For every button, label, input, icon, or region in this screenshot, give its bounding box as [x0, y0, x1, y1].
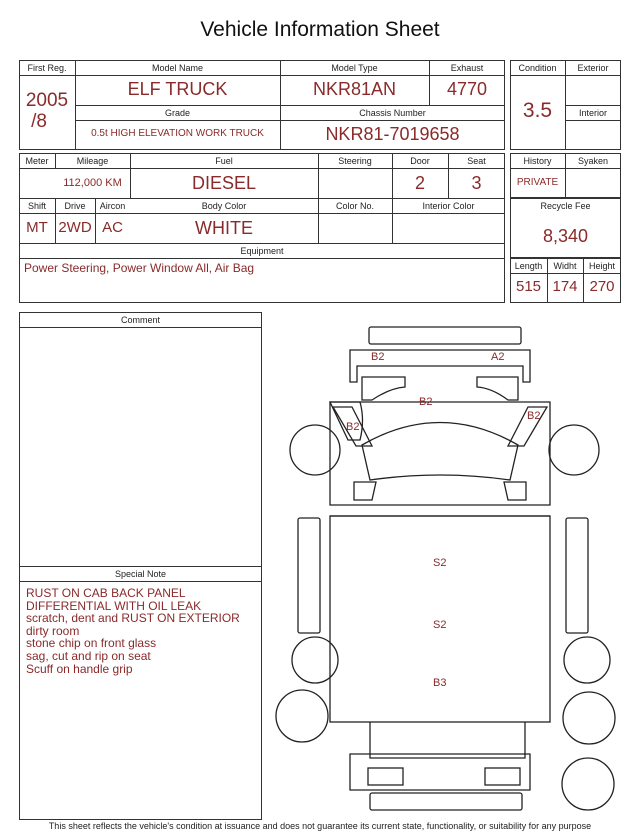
damage-code-bed-rear: B3: [433, 677, 447, 689]
front-top-bar: [369, 327, 521, 344]
front-right-wheel: [549, 425, 599, 475]
rear-bottom-bar: [370, 793, 522, 810]
damage-code-bed-middle: S2: [433, 619, 447, 631]
interior-color-label: Interior Color: [422, 201, 475, 211]
special-note-item: Scuff on handle grip: [26, 661, 133, 676]
seat-label: Seat: [467, 156, 486, 166]
bed-right-side: [566, 518, 588, 633]
fuel-label: Fuel: [215, 156, 233, 166]
color-no-label: Color No.: [335, 201, 374, 211]
history-label: History: [523, 156, 552, 166]
first-reg-label: First Reg.: [27, 63, 67, 73]
special-note-item: dirty room: [26, 623, 80, 638]
exterior-label: Exterior: [577, 63, 609, 73]
rear-right-light: [485, 768, 520, 785]
rear-left-light: [368, 768, 403, 785]
equipment-label: Equipment: [240, 246, 284, 256]
cab-top-left-corner: [362, 377, 405, 400]
comment-label: Comment: [120, 315, 160, 325]
condition-label: Condition: [518, 63, 557, 73]
special-note-list: [26, 587, 240, 675]
cab-lower-left: [354, 482, 376, 500]
door-value: 2: [414, 173, 425, 193]
meter-label: Meter: [25, 156, 49, 166]
rear-gate: [370, 722, 525, 758]
interior-label: Interior: [578, 108, 607, 118]
damage-code-front-bumper-right: A2: [491, 351, 505, 363]
truck-damage-diagram: [270, 320, 630, 815]
aircon-label: Aircon: [99, 201, 126, 211]
width-label: Widht: [553, 261, 577, 271]
shift-label: Shift: [27, 201, 46, 211]
bed-left-side: [298, 518, 320, 633]
grade-label: Grade: [164, 108, 190, 118]
exhaust-label: Exhaust: [450, 63, 484, 73]
height-label: Height: [588, 261, 615, 271]
drive-value: 2WD: [58, 219, 92, 236]
hood-arc: [362, 423, 518, 481]
rear-left-wheel-1: [292, 637, 338, 683]
rear-right-wheel-1: [564, 637, 610, 683]
special-note-item: DIFFERENTIAL WITH OIL LEAK: [26, 598, 202, 613]
damage-code-fender-right: B2: [527, 410, 541, 422]
special-note-item: sag, cut and rip on seat: [26, 648, 151, 663]
spare-wheel: [562, 758, 614, 810]
grade-value: 0.5t HIGH ELEVATION WORK TRUCK: [91, 128, 264, 139]
rear-left-wheel-2: [276, 690, 328, 742]
recycle-fee-value: 8,340: [542, 226, 589, 246]
drive-label: Drive: [64, 201, 86, 211]
equipment-value: Power Steering, Power Window All, Air Bag: [24, 261, 255, 275]
recycle-fee-label: Recycle Fee: [540, 201, 591, 211]
page-title: Vehicle Information Sheet: [200, 18, 440, 41]
history-value: PRIVATE: [516, 177, 559, 188]
exhaust-value: 4770: [446, 79, 488, 99]
model-name-label: Model Name: [151, 63, 204, 73]
fuel-value: DIESEL: [191, 173, 257, 193]
disclaimer-footer: This sheet reflects the vehicle's condition at issuance and does not guarantee its current state, functionality, or suitability for any purpose: [48, 821, 592, 831]
rear-right-wheel-2: [563, 692, 615, 744]
cab-top-right-corner: [477, 377, 518, 400]
width-value: 174: [552, 278, 578, 295]
length-value: 515: [515, 278, 542, 295]
front-left-wheel: [290, 425, 340, 475]
mileage-value: 112,000 KM: [63, 177, 122, 189]
first-reg-month: /8: [31, 111, 47, 132]
shift-value: MT: [26, 219, 48, 236]
door-label: Door: [410, 156, 430, 166]
damage-code-front-bumper-left: B2: [371, 351, 385, 363]
damage-code-fender-left: B2: [346, 421, 360, 433]
model-type-value: NKR81AN: [312, 79, 397, 99]
special-note-item: scratch, dent and RUST ON EXTERIOR: [26, 611, 240, 626]
cab-lower-right: [504, 482, 526, 500]
model-name-value: ELF TRUCK: [127, 79, 228, 99]
body-color-value: WHITE: [195, 218, 253, 238]
mileage-label: Mileage: [76, 156, 109, 166]
first-reg-year: 2005: [25, 90, 69, 111]
damage-code-hood: B2: [419, 396, 433, 408]
special-note-label: Special Note: [114, 569, 167, 579]
syaken-label: Syaken: [577, 156, 609, 166]
chassis-number-value: NKR81-7019658: [325, 124, 460, 144]
aircon-value: AC: [102, 219, 123, 236]
height-value: 270: [589, 278, 615, 295]
damage-code-bed-front: S2: [433, 557, 447, 569]
seat-value: 3: [471, 173, 482, 193]
model-type-label: Model Type: [331, 63, 378, 73]
body-color-label: Body Color: [201, 201, 247, 211]
special-note-item: RUST ON CAB BACK PANEL: [26, 586, 186, 600]
steering-label: Steering: [338, 156, 372, 166]
condition-value: 3.5: [522, 99, 553, 122]
length-label: Length: [514, 261, 543, 271]
special-note-item: stone chip on front glass: [26, 636, 157, 651]
chassis-number-label: Chassis Number: [359, 108, 426, 118]
